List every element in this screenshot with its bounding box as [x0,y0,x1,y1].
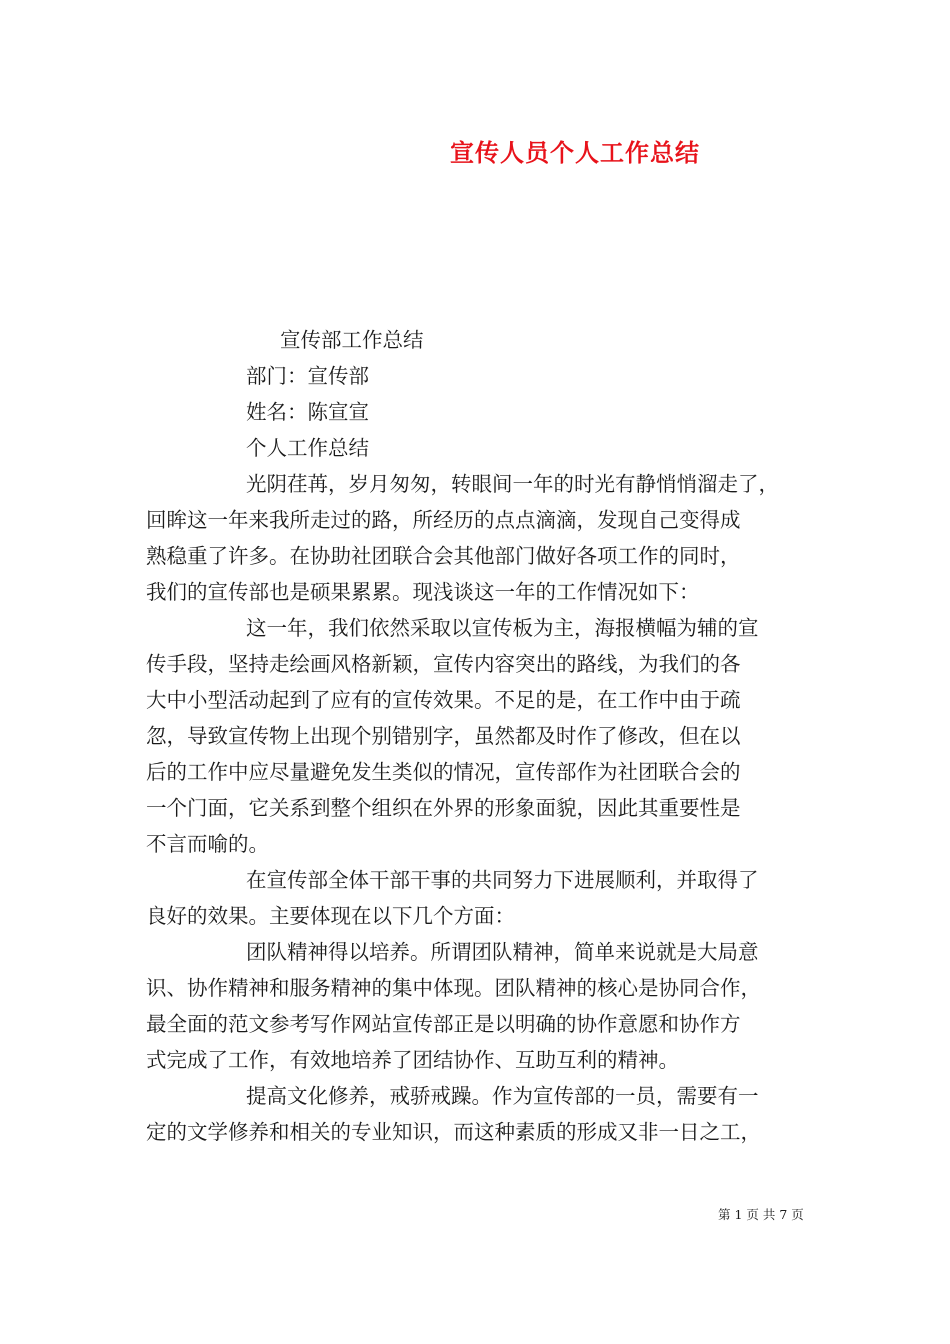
text-line: 在宣传部全体干部干事的共同努力下进展顺利，并取得了 [246,868,759,892]
text-line: 提高文化修养，戒骄戒躁。作为宣传部的一员，需要有一 [246,1084,759,1108]
text-line: 不言而喻的。 [146,832,269,856]
text-line: 式完成了工作，有效地培养了团结协作、互助互利的精神。 [146,1048,679,1072]
text-line: 识、协作精神和服务精神的集中体现。团队精神的核心是协同合作， [146,976,761,1000]
paragraph-lines [146,466,810,1150]
text-line: 熟稳重了许多。在协助社团联合会其他部门做好各项工作的同时， [146,544,741,568]
name-line: 姓名：陈宣宣 [246,400,369,424]
text-line: 回眸这一年来我所走过的路，所经历的点点滴滴，发现自己变得成 [146,508,741,532]
text-line: 传手段，坚持走绘画风格新颖，宣传内容突出的路线，为我们的各 [146,652,741,676]
text-line: 光阴荏苒，岁月匆匆，转眼间一年的时光有静悄悄溜走了， [246,472,779,496]
department-line: 部门：宣传部 [246,364,369,388]
text-line: 后的工作中应尽量避免发生类似的情况，宣传部作为社团联合会的 [146,760,741,784]
page-footer: 第 1 页 共 7 页 [718,1207,804,1222]
document-title: 宣传人员个人工作总结 [450,138,700,167]
text-line: 这一年，我们依然采取以宣传板为主，海报横幅为辅的宣 [246,616,759,640]
text-line: 忽，导致宣传物上出现个别错别字，虽然都及时作了修改，但在以 [146,724,741,748]
section-heading: 个人工作总结 [246,436,369,460]
subtitle: 宣传部工作总结 [280,328,424,352]
text-line: 我们的宣传部也是硕果累累。现浅谈这一年的工作情况如下： [146,580,700,604]
text-line: 一个门面，它关系到整个组织在外界的形象面貌，因此其重要性是 [146,796,741,820]
text-line: 最全面的范文参考写作网站宣传部正是以明确的协作意愿和协作方 [146,1012,741,1036]
text-line: 良好的效果。主要体现在以下几个方面： [146,904,515,928]
document-body [146,322,810,1150]
text-line: 团队精神得以培养。所谓团队精神，简单来说就是大局意 [246,940,759,964]
text-line: 定的文学修养和相关的专业知识，而这种素质的形成又非一日之工， [146,1120,761,1144]
text-line: 大中小型活动起到了应有的宣传效果。不足的是，在工作中由于疏 [146,688,741,712]
